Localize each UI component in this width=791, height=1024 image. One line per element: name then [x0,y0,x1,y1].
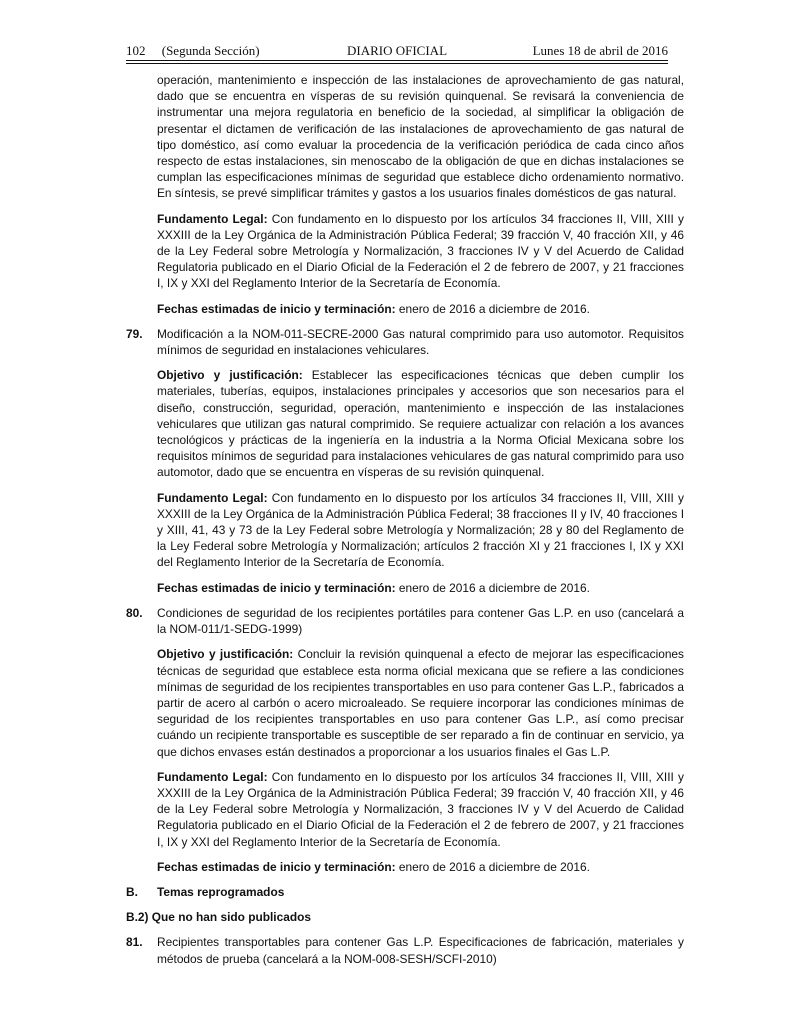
item-title: Condiciones de seguridad de los recipientes portátiles para contener Gas L.P. en uso (cancelará a la NOM-011/1-SEDG-1999) [157,605,684,637]
item-number: 81. [126,935,143,950]
header-journal-title: DIARIO OFICIAL [346,43,448,58]
item-79-fundamento [157,490,684,571]
list-item-80 [126,605,684,637]
intro-fechas-paragraph [157,301,684,317]
fundamento-text: Con fundamento en lo dispuesto por los artículos 34 fracciones II, VIII, XIII y XXXIII de la Ley Orgánica de la Administración Pública Federal; 38 fracciones II y IV, 40 fracciones I y XIII, 41, 43 y 73 de la Ley Federal sobre Metrología y Normalización; 28 y 80 del Reglamento de la Ley Federal sobre Metrología y Normalización; artículos 2 fracción XI y 21 fracciones I, IX y XXI del Reglamento Interior de la Secretaría de Economía. [157,490,684,570]
item-title: Recipientes transportables para contener Gas L.P. Especificaciones de fabricación, materiales y métodos de prueba (cancelará a la NOM-008-SESH/SCFI-2010) [157,935,684,966]
header-rule-bottom [126,63,668,64]
fechas-label: Fechas estimadas de inicio y terminación: [157,859,396,874]
header-rule-top [126,60,668,61]
objetivo-text: Concluir la revisión quinquenal a efecto de mejorar las especificaciones técnicas de seguridad que establece esta norma oficial mexicana que se refiere a las condiciones mínimas de seguridad de los recipientes transportables en uso para contener Gas L.P., fabricados a partir de acero al carbón o acero microaleado. Se requiere incorporar las condiciones mínimas de seguridad de los recipientes transportables en uso para contener Gas L.P., así como precisar cuándo un recipiente transportable es susceptible de ser reparado a fin de continuar en servicio, ya que dichos envases están destinados a proporcionar a los usuarios finales el Gas L.P. [157,647,684,759]
item-80-fundamento [157,769,684,850]
fechas-text: enero de 2016 a diciembre de 2016. [395,301,590,316]
objetivo-text: Establecer las especificaciones técnicas que deben cumplir los materiales, tuberías, equipos, instalaciones principales y accesorios que son necesarios para el diseño, construcción, seguridad, operación, mantenimiento e inspección de las instalaciones vehiculares que utilizan gas natural comprimido. Se requiere actualizar con relación a los avances tecnológicos y prácticas de la ingeniería en la industria a la Norma Oficial Mexicana sobre los requisitos mínimos de seguridad para instalaciones vehiculares de gas natural comprimido para uso automotor, dado que se encuentra en vísperas de su revisión quinquenal. [157,368,684,480]
section-b-heading [126,884,684,900]
objetivo-label: Objetivo y justificación: [157,368,303,383]
header-page-section: 102 (Segunda Sección) [126,43,260,58]
list-item-81 [126,934,684,966]
intro-paragraph: operación, mantenimiento e inspección de las instalaciones de aprovechamiento de gas natural, dado que se encuentra en vísperas de su revisión quinquenal. Se revisará la conveniencia de instrumentar una mejora regulatoria en beneficio de la sociedad, al simplificar la obligación de presentar el dictamen de verificación de las instalaciones de aprovechamiento de gas natural de tipo doméstico, así como evaluar la procedencia de la verificación periódica de cada cinco años respecto de estas instalaciones, sin menoscabo de la obligación de que en dichas instalaciones se cumplan las especificaciones mínimas de seguridad que establece dicho ordenamiento normativo. En síntesis, se prevé simplificar trámites y gastos a los usuarios finales domésticos de gas natural. [157,73,684,201]
item-title: Modificación a la NOM-011-SECRE-2000 Gas natural comprimido para uso automotor. Requisitos mínimos de seguridad en instalaciones vehiculares. [157,326,684,358]
fechas-label: Fechas estimadas de inicio y terminación: [157,580,396,595]
fundamento-label: Fundamento Legal: [157,211,268,226]
fechas-text: enero de 2016 a diciembre de 2016. [395,859,590,874]
page-header [126,43,668,61]
item-80-objetivo [157,646,684,759]
fechas-label: Fechas estimadas de inicio y terminación: [157,301,396,316]
section-letter: B. [126,884,138,899]
section-title: Temas reprogramados [157,884,285,899]
header-date: Lunes 18 de abril de 2016 [532,43,668,58]
fechas-text: enero de 2016 a diciembre de 2016. [395,580,590,595]
fundamento-text: Con fundamento en lo dispuesto por los artículos 34 fracciones II, VIII, XIII y XXXIII de la Ley Orgánica de la Administración Pública Federal; 39 fracción V, 40 fracción XII, y 46 de la Ley Federal sobre Metrología y Normalización, 3 fracciones IV y V del Acuerdo de Calidad Regulatoria publicado en el Diario Oficial de la Federación el 2 de febrero de 2007, y 21 fracciones I, IX y XXI del Reglamento Interior de la Secretaría de Economía. [157,769,684,849]
document-body [126,72,684,976]
item-79-objetivo [157,367,684,480]
fundamento-label: Fundamento Legal: [157,490,268,505]
item-number: 80. [126,605,143,620]
list-item-79 [126,326,684,358]
fundamento-label: Fundamento Legal: [157,769,268,784]
subsection-heading: B.2) Que no han sido publicados [126,910,311,925]
intro-fundamento-paragraph [157,211,684,292]
item-80-fechas [157,859,684,875]
item-79-fechas [157,580,684,596]
item-number: 79. [126,326,143,341]
objetivo-label: Objetivo y justificación: [157,647,294,662]
fundamento-text: Con fundamento en lo dispuesto por los artículos 34 fracciones II, VIII, XIII y XXXIII de la Ley Orgánica de la Administración Pública Federal; 39 fracción V, 40 fracción XII, y 46 de la Ley Federal sobre Metrología y Normalización, 3 fracciones IV y V del Acuerdo de Calidad Regulatoria publicado en el Diario Oficial de la Federación el 2 de febrero de 2007, y 21 fracciones I, IX y XXI del Reglamento Interior de la Secretaría de Economía. [157,211,684,291]
